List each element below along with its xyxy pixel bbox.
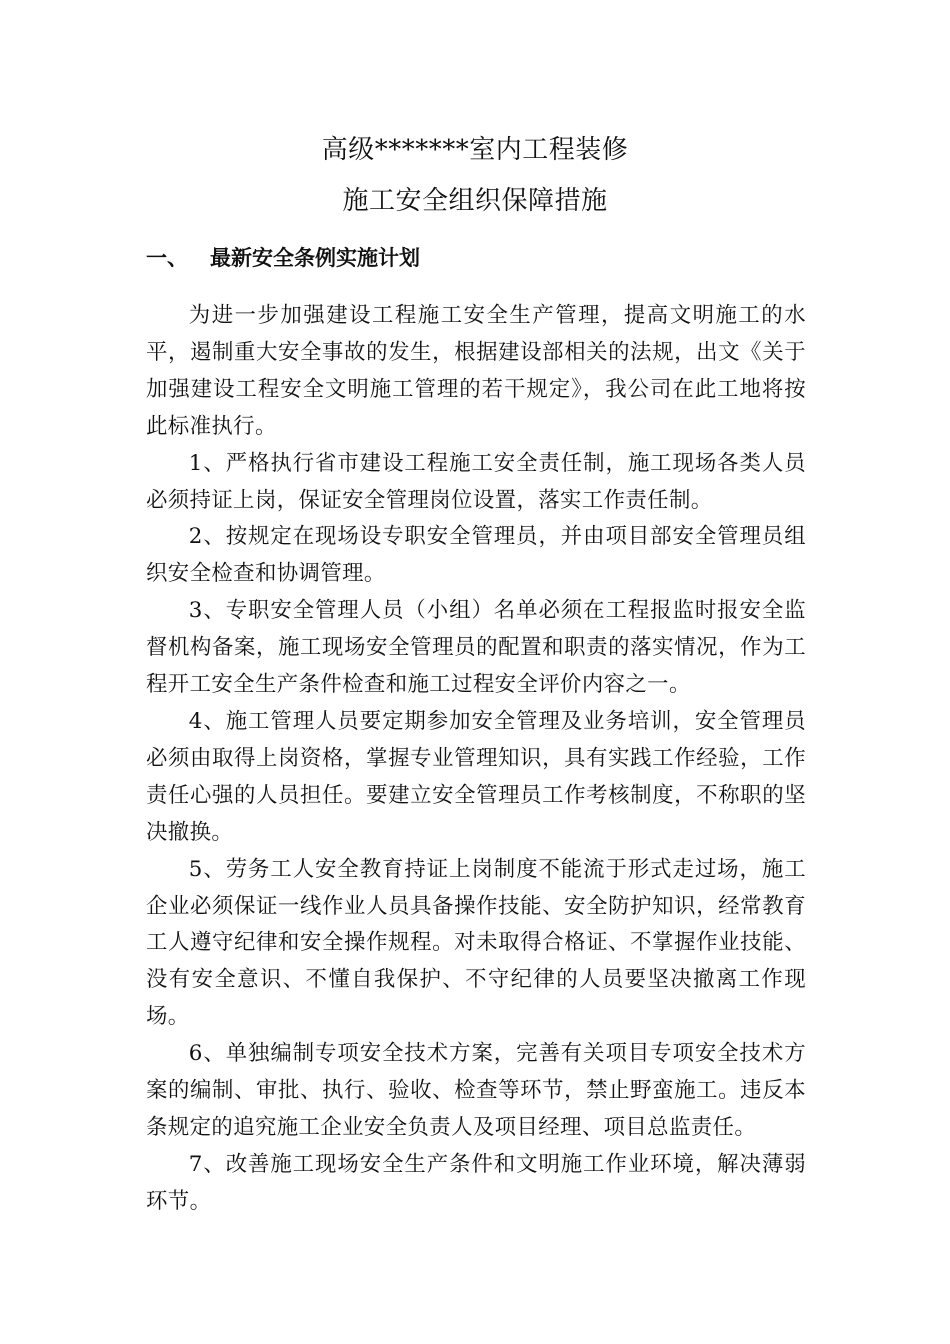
paragraph-item-1: 1、严格执行省市建设工程施工安全责任制，施工现场各类人员必须持证上岗，保证安全管理岗位设置，落实工作责任制。 [146, 450, 806, 513]
paragraph-item-3: 3、专职安全管理人员（小组）名单必须在工程报监时报安全监督机构备案，施工现场安全管理员的配置和职责的落实情况，作为工程开工安全生产条件检查和施工过程安全评价内容之一。 [146, 598, 806, 698]
paragraph-intro: 为进一步加强建设工程施工安全生产管理，提高文明施工的水平，遏制重大安全事故的发生，根据建设部相关的法规，出文《关于加强建设工程安全文明施工管理的若干规定》，我公司在此工地将按此标准执行。 [146, 303, 806, 439]
document-title-line-1: 高级*******室内工程装修 [321, 135, 629, 165]
section-number: 一、 [146, 246, 188, 270]
paragraph-item-4: 4、施工管理人员要定期参加安全管理及业务培训，安全管理员必须由取得上岗资格，掌握专业管理知识，具有实践工作经验，工作责任心强的人员担任。要建立安全管理员工作考核制度，不称职的坚决撤换。 [146, 708, 806, 845]
section-heading [146, 241, 420, 275]
body-text [146, 298, 806, 1221]
paragraph-item-5: 5、劳务工人安全教育持证上岗制度不能流于形式走过场，施工企业必须保证一线作业人员具备操作技能、安全防护知识，经常教育工人遵守纪律和安全操作规程。对未取得合格证、不掌握作业技能、没有安全意识、不懂自我保护、不守纪律的人员要坚决撤离工作现场。 [146, 856, 806, 1030]
document-title-line-2: 施工安全组织保障措施 [342, 186, 608, 216]
paragraph-item-6: 6、单独编制专项安全技术方案，完善有关项目专项安全技术方案的编制、审批、执行、验收、检查等环节，禁止野蛮施工。违反本条规定的追究施工企业安全负责人及项目经理、项目总监责任。 [146, 1041, 806, 1140]
section-heading-text: 最新安全条例实施计划 [210, 246, 420, 270]
paragraph-item-2: 2、按规定在现场设专职安全管理员，并由项目部安全管理员组织安全检查和协调管理。 [146, 524, 806, 587]
paragraph-item-7: 7、改善施工现场安全生产条件和文明施工作业环境，解决薄弱环节。 [146, 1151, 806, 1214]
